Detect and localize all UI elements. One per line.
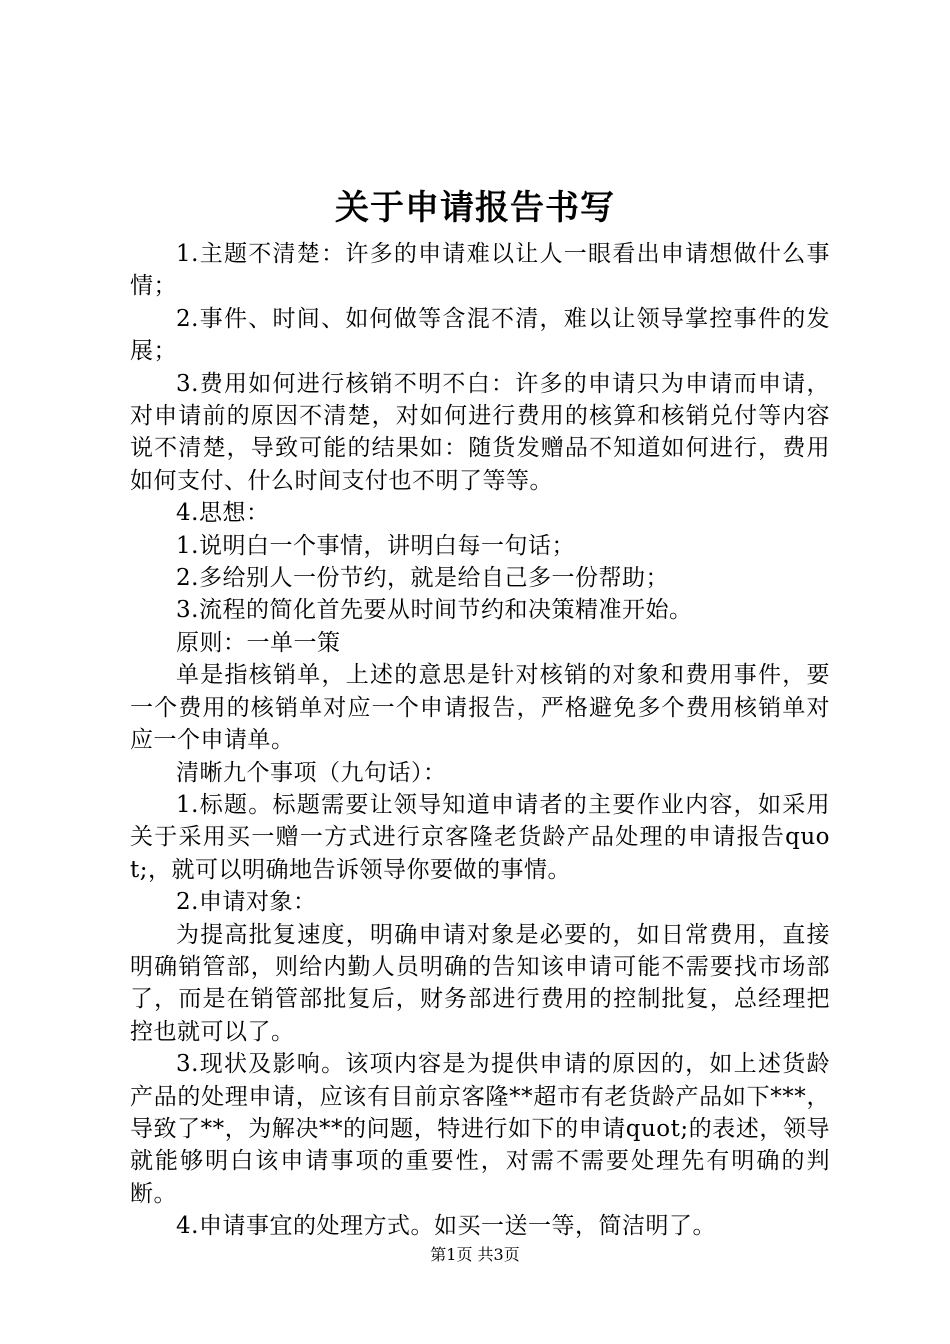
paragraph: 2.多给别人一份节约，就是给自己多一份帮助； — [176, 565, 669, 592]
paragraph: 原则：一单一策 — [176, 629, 341, 656]
paragraph: 1.主题不清楚：许多的申请难以让人一眼看出申请想做什么事情； — [130, 241, 830, 300]
document-title: 关于申请报告书写 — [335, 188, 615, 228]
paragraph: 1.标题。标题需要让领导知道申请者的主要作业内容，如采用关于采用买一赠一方式进行京客隆老货龄产品处理的申请报告quot;，就可以明确地告诉领导你要做的事情。 — [130, 791, 830, 883]
paragraph: 2.事件、时间、如何做等含混不清，难以让领导掌控事件的发展； — [130, 305, 830, 365]
paragraph: 1.说明白一个事情，讲明白每一句话； — [176, 532, 575, 559]
paragraph: 4.思想： — [176, 500, 270, 527]
paragraph: 清晰九个事项（九句话）： — [176, 759, 447, 786]
paragraph: 3.现状及影响。该项内容是为提供申请的原因的，如上述货龄产品的处理申请，应该有目前京客隆**超市有老货龄产品如下***，导致了**，为解决**的问题，特进行如下的申请quot;的表述，领导就能够明白该申请事项的重要性，对需不需要处理先有明确的判断。 — [130, 1051, 830, 1207]
paragraph: 为提高批复速度，明确申请对象是必要的，如日常费用，直接明确销管部，则给内勤人员明确的告知该申请可能不需要找市场部了，而是在销管部批复后，财务部进行费用的控制批复，总经理把控也就可以了。 — [130, 921, 830, 1045]
paragraph: 3.费用如何进行核销不明不白：许多的申请只为申请而申请，对申请前的原因不清楚，对如何进行费用的核算和核销兑付等内容说不清楚，导致可能的结果如：随货发赠品不知道如何进行，费用如何支付、什么时间支付也不明了等等。 — [130, 370, 830, 494]
paragraph: 4.申请事宜的处理方式。如买一送一等，简洁明了。 — [176, 1213, 716, 1240]
page-footer: 第1页 共3页 — [430, 1245, 520, 1264]
paragraph: 2.申请对象： — [176, 889, 317, 916]
paragraph: 3.流程的简化首先要从时间节约和决策精准开始。 — [176, 597, 693, 624]
document-body — [130, 238, 830, 1243]
paragraph: 单是指核销单，上述的意思是针对核销的对象和费用事件，要一个费用的核销单对应一个申请报告，严格避免多个费用核销单对应一个申请单。 — [130, 662, 830, 754]
